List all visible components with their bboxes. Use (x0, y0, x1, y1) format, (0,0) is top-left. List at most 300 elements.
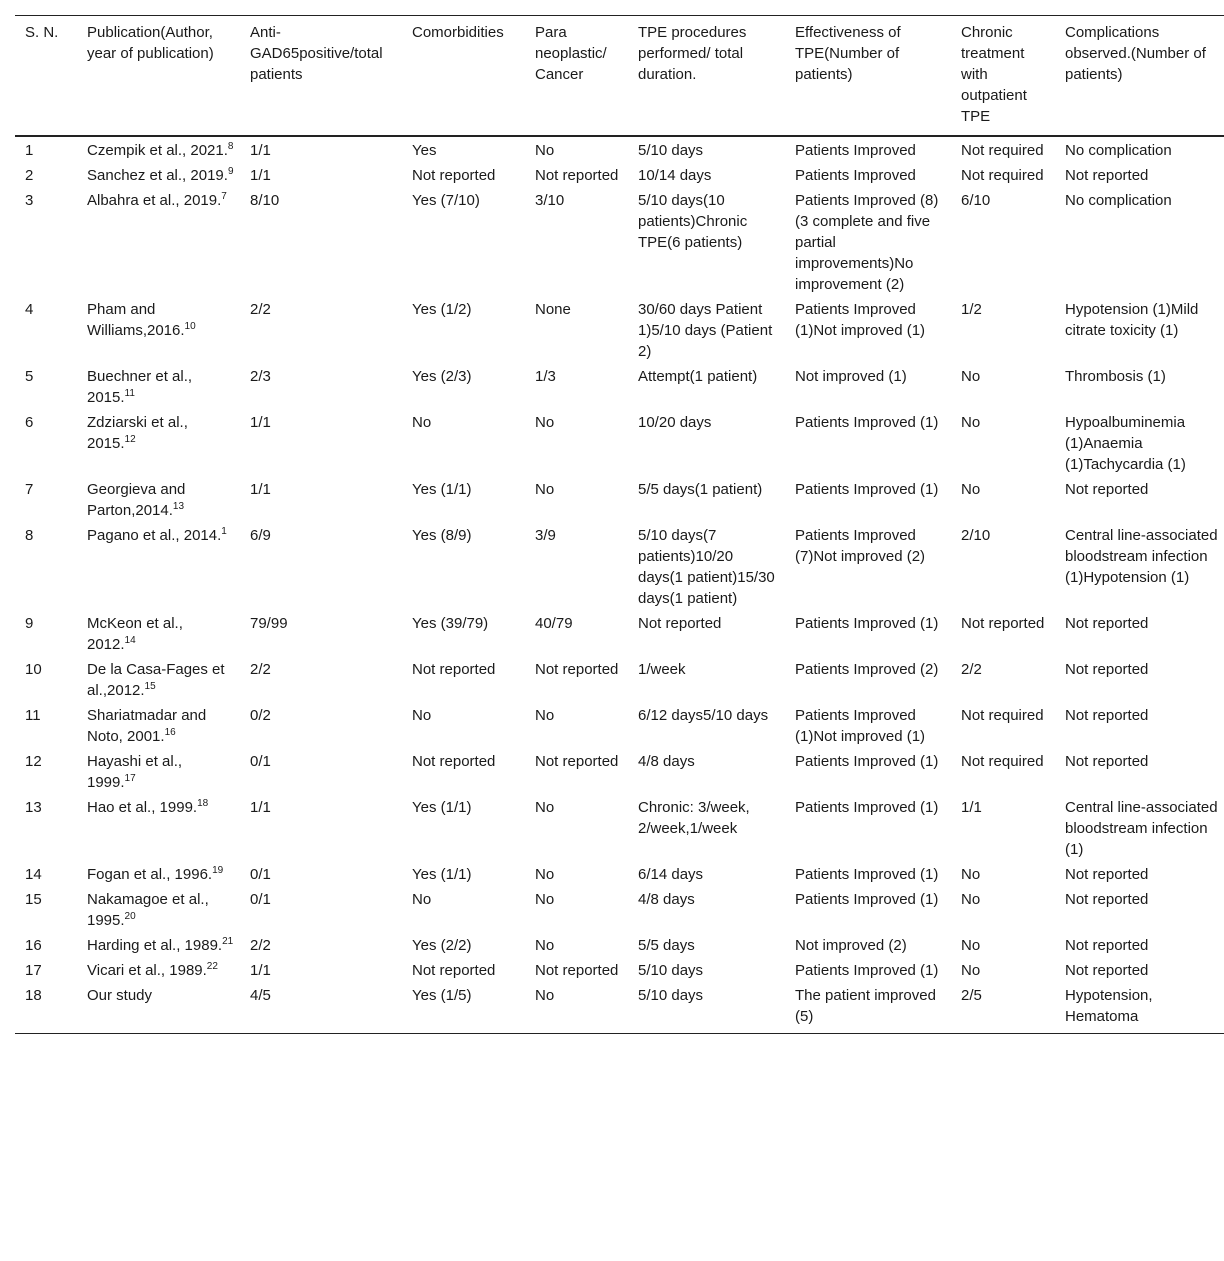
cell-sn (15, 163, 77, 188)
cell-tpe-procedures-text: 10/14 days (638, 167, 712, 184)
cell-comorbidities-text: Yes (412, 142, 437, 159)
cell-sn-text: 5 (25, 368, 34, 385)
cell-anti-gad65-text: 1/1 (250, 799, 271, 816)
tpe-studies-table (15, 15, 1224, 1034)
cell-anti-gad65-text: 79/99 (250, 615, 288, 632)
cell-chronic-treatment-text: No (961, 891, 981, 908)
table-row (15, 364, 1224, 410)
cell-paraneoplastic (525, 611, 628, 657)
cell-tpe-procedures (628, 410, 785, 477)
cell-complications (1055, 749, 1224, 795)
cell-anti-gad65-text: 0/1 (250, 753, 271, 770)
cell-anti-gad65 (240, 297, 402, 364)
reference-superscript: 7 (221, 191, 227, 202)
cell-complications-text: Not reported (1065, 167, 1149, 184)
cell-complications-text: Hypotension, Hematoma (1065, 987, 1153, 1025)
cell-paraneoplastic (525, 297, 628, 364)
cell-publication (77, 795, 240, 862)
cell-sn-text: 9 (25, 615, 34, 632)
cell-effectiveness (785, 795, 951, 862)
cell-paraneoplastic (525, 657, 628, 703)
cell-tpe-procedures (628, 933, 785, 958)
cell-complications (1055, 188, 1224, 297)
cell-sn (15, 136, 77, 163)
cell-effectiveness (785, 163, 951, 188)
cell-paraneoplastic (525, 749, 628, 795)
header-tpe-procedures: TPE procedures performed/ total duration. (628, 16, 785, 137)
cell-publication (77, 477, 240, 523)
table-row (15, 933, 1224, 958)
cell-anti-gad65 (240, 611, 402, 657)
reference-superscript: 19 (212, 865, 224, 876)
cell-sn-text: 16 (25, 937, 42, 954)
cell-publication-text: Shariatmadar and Noto, 2001. (87, 707, 207, 745)
cell-chronic-treatment (951, 795, 1055, 862)
cell-effectiveness-text: Patients Improved (1) (795, 891, 939, 908)
cell-publication (77, 297, 240, 364)
cell-publication-text: Hao et al., 1999. (87, 799, 198, 816)
cell-sn-text: 17 (25, 962, 42, 979)
cell-anti-gad65-text: 1/1 (250, 414, 271, 431)
reference-superscript: 9 (227, 166, 234, 177)
cell-publication-text: Georgieva and Parton,2014. (87, 481, 186, 519)
cell-chronic-treatment (951, 657, 1055, 703)
cell-effectiveness-text: Patients Improved (7)Not improved (2) (795, 527, 926, 565)
cell-complications (1055, 703, 1224, 749)
cell-chronic-treatment-text: No (961, 414, 981, 431)
cell-paraneoplastic-text: 3/10 (535, 192, 565, 209)
cell-publication-text: McKeon et al., 2012. (87, 615, 183, 653)
cell-paraneoplastic-text: No (535, 987, 555, 1004)
cell-anti-gad65-text: 2/2 (250, 661, 271, 678)
table-row (15, 477, 1224, 523)
cell-publication-text: Sanchez et al., 2019. (87, 167, 228, 184)
cell-complications (1055, 364, 1224, 410)
table-row (15, 136, 1224, 163)
cell-anti-gad65 (240, 703, 402, 749)
cell-effectiveness (785, 703, 951, 749)
cell-sn (15, 523, 77, 611)
cell-effectiveness (785, 523, 951, 611)
cell-tpe-procedures (628, 958, 785, 983)
cell-effectiveness (785, 983, 951, 1034)
cell-effectiveness (785, 958, 951, 983)
cell-anti-gad65 (240, 523, 402, 611)
cell-tpe-procedures-text: 4/8 days (638, 753, 695, 770)
cell-chronic-treatment (951, 523, 1055, 611)
cell-tpe-procedures (628, 188, 785, 297)
cell-anti-gad65 (240, 862, 402, 887)
cell-publication (77, 887, 240, 933)
cell-anti-gad65 (240, 364, 402, 410)
cell-chronic-treatment-text: 2/10 (961, 527, 991, 544)
cell-chronic-treatment (951, 410, 1055, 477)
cell-effectiveness-text: Patients Improved (1)Not improved (1) (795, 301, 926, 339)
cell-anti-gad65-text: 2/2 (250, 301, 271, 318)
cell-anti-gad65-text: 1/1 (250, 962, 271, 979)
cell-effectiveness-text: Patients Improved (1)Not improved (1) (795, 707, 926, 745)
cell-comorbidities (402, 749, 525, 795)
cell-sn (15, 795, 77, 862)
cell-sn (15, 297, 77, 364)
cell-publication-text: Hayashi et al., 1999. (87, 753, 183, 791)
cell-tpe-procedures (628, 477, 785, 523)
cell-anti-gad65-text: 0/1 (250, 891, 271, 908)
cell-tpe-procedures (628, 795, 785, 862)
cell-chronic-treatment-text: Not required (961, 142, 1044, 159)
table-row (15, 703, 1224, 749)
cell-chronic-treatment (951, 958, 1055, 983)
cell-sn (15, 958, 77, 983)
header-sn: S. N. (15, 16, 77, 137)
reference-superscript: 12 (124, 434, 136, 445)
cell-paraneoplastic-text: No (535, 414, 555, 431)
cell-effectiveness-text: Patients Improved (8)(3 complete and five partial improvements)No improvement (2) (795, 192, 939, 293)
cell-paraneoplastic-text: 1/3 (535, 368, 556, 385)
cell-complications-text: Central line-associated bloodstream infection (1) (1065, 799, 1218, 858)
cell-comorbidities (402, 410, 525, 477)
cell-tpe-procedures-text: 30/60 days Patient 1)5/10 days (Patient 2) (638, 301, 773, 360)
cell-effectiveness (785, 611, 951, 657)
cell-paraneoplastic (525, 887, 628, 933)
header-anti-gad65: Anti-GAD65positive/total patients (240, 16, 402, 137)
cell-sn-text: 8 (25, 527, 34, 544)
cell-chronic-treatment (951, 862, 1055, 887)
reference-superscript: 16 (164, 727, 176, 738)
cell-complications (1055, 136, 1224, 163)
reference-superscript: 20 (124, 911, 136, 922)
cell-sn-text: 10 (25, 661, 42, 678)
cell-comorbidities-text: Yes (2/2) (412, 937, 472, 954)
cell-anti-gad65 (240, 163, 402, 188)
table-row (15, 749, 1224, 795)
cell-effectiveness (785, 136, 951, 163)
cell-paraneoplastic-text: No (535, 707, 555, 724)
cell-anti-gad65-text: 4/5 (250, 987, 271, 1004)
cell-chronic-treatment (951, 703, 1055, 749)
cell-publication (77, 364, 240, 410)
cell-chronic-treatment (951, 297, 1055, 364)
cell-comorbidities (402, 364, 525, 410)
cell-tpe-procedures (628, 611, 785, 657)
cell-complications-text: No complication (1065, 142, 1172, 159)
header-chronic-treatment: Chronic treatment with outpatient TPE (951, 16, 1055, 137)
cell-paraneoplastic-text: No (535, 799, 555, 816)
cell-sn-text: 11 (25, 707, 41, 724)
cell-complications (1055, 297, 1224, 364)
cell-tpe-procedures-text: 5/10 days (638, 142, 704, 159)
cell-sn (15, 188, 77, 297)
cell-paraneoplastic-text: 40/79 (535, 615, 573, 632)
reference-superscript: 21 (222, 936, 234, 947)
cell-effectiveness-text: Patients Improved (1) (795, 481, 939, 498)
table-row (15, 297, 1224, 364)
cell-chronic-treatment (951, 933, 1055, 958)
cell-sn-text: 15 (25, 891, 42, 908)
cell-anti-gad65 (240, 958, 402, 983)
cell-comorbidities-text: Yes (7/10) (412, 192, 480, 209)
cell-paraneoplastic-text: Not reported (535, 661, 619, 678)
header-complications: Complications observed.(Number of patients) (1055, 16, 1224, 137)
cell-paraneoplastic (525, 188, 628, 297)
cell-publication (77, 749, 240, 795)
table-container (15, 15, 1224, 1034)
table-row (15, 523, 1224, 611)
reference-superscript: 15 (144, 681, 156, 692)
cell-paraneoplastic (525, 477, 628, 523)
cell-complications (1055, 795, 1224, 862)
cell-paraneoplastic-text: No (535, 866, 555, 883)
cell-tpe-procedures-text: 5/10 days(10 patients)Chronic TPE(6 patients) (638, 192, 748, 251)
cell-chronic-treatment-text: 2/5 (961, 987, 982, 1004)
cell-publication-text: Pagano et al., 2014. (87, 527, 222, 544)
cell-chronic-treatment-text: Not required (961, 167, 1044, 184)
cell-complications (1055, 523, 1224, 611)
reference-superscript: 11 (124, 388, 135, 399)
cell-anti-gad65-text: 8/10 (250, 192, 280, 209)
cell-publication (77, 163, 240, 188)
cell-effectiveness (785, 862, 951, 887)
cell-effectiveness (785, 749, 951, 795)
cell-tpe-procedures-text: 6/12 days5/10 days (638, 707, 769, 724)
cell-effectiveness-text: Patients Improved (1) (795, 753, 939, 770)
cell-paraneoplastic (525, 958, 628, 983)
cell-effectiveness (785, 364, 951, 410)
cell-sn (15, 657, 77, 703)
cell-anti-gad65 (240, 136, 402, 163)
cell-complications-text: Thrombosis (1) (1065, 368, 1166, 385)
cell-anti-gad65-text: 6/9 (250, 527, 271, 544)
cell-comorbidities-text: Yes (1/5) (412, 987, 472, 1004)
cell-tpe-procedures (628, 749, 785, 795)
cell-comorbidities-text: Yes (1/1) (412, 481, 472, 498)
cell-sn (15, 983, 77, 1034)
cell-anti-gad65 (240, 410, 402, 477)
cell-paraneoplastic-text: 3/9 (535, 527, 556, 544)
cell-publication-text: Fogan et al., 1996. (87, 866, 213, 883)
reference-superscript: 10 (184, 321, 196, 332)
cell-complications (1055, 410, 1224, 477)
cell-chronic-treatment (951, 364, 1055, 410)
cell-publication (77, 862, 240, 887)
cell-tpe-procedures-text: Chronic: 3/week, 2/week,1/week (638, 799, 750, 837)
cell-complications (1055, 958, 1224, 983)
cell-comorbidities (402, 163, 525, 188)
cell-sn (15, 862, 77, 887)
table-body (15, 136, 1224, 1034)
cell-complications-text: No complication (1065, 192, 1172, 209)
cell-tpe-procedures (628, 983, 785, 1034)
cell-publication-text: Harding et al., 1989. (87, 937, 223, 954)
cell-publication (77, 983, 240, 1034)
cell-complications-text: Central line-associated bloodstream infection (1)Hypotension (1) (1065, 527, 1218, 586)
cell-chronic-treatment-text: No (961, 368, 981, 385)
cell-paraneoplastic (525, 136, 628, 163)
cell-comorbidities-text: Not reported (412, 753, 496, 770)
cell-effectiveness (785, 887, 951, 933)
cell-paraneoplastic-text: No (535, 481, 555, 498)
cell-publication (77, 933, 240, 958)
reference-superscript: 17 (124, 773, 136, 784)
cell-tpe-procedures (628, 703, 785, 749)
cell-comorbidities (402, 611, 525, 657)
cell-paraneoplastic (525, 795, 628, 862)
cell-sn-text: 3 (25, 192, 34, 209)
cell-sn-text: 14 (25, 866, 42, 883)
cell-effectiveness-text: Not improved (2) (795, 937, 907, 954)
cell-comorbidities (402, 862, 525, 887)
cell-complications-text: Not reported (1065, 937, 1149, 954)
cell-tpe-procedures-text: 5/5 days(1 patient) (638, 481, 763, 498)
cell-chronic-treatment-text: No (961, 481, 981, 498)
cell-paraneoplastic (525, 703, 628, 749)
cell-publication (77, 136, 240, 163)
cell-chronic-treatment-text: 1/1 (961, 799, 982, 816)
cell-tpe-procedures (628, 163, 785, 188)
reference-superscript: 13 (172, 501, 185, 512)
cell-chronic-treatment-text: 6/10 (961, 192, 991, 209)
cell-sn (15, 887, 77, 933)
cell-tpe-procedures-text: 5/10 days(7 patients)10/20 days(1 patient)15/30 days(1 patient) (638, 527, 775, 607)
cell-sn (15, 611, 77, 657)
cell-chronic-treatment-text: No (961, 962, 981, 979)
cell-anti-gad65-text: 1/1 (250, 142, 271, 159)
reference-superscript: 18 (197, 798, 209, 809)
cell-anti-gad65 (240, 657, 402, 703)
cell-comorbidities (402, 933, 525, 958)
cell-tpe-procedures-text: 5/5 days (638, 937, 695, 954)
cell-comorbidities (402, 703, 525, 749)
cell-effectiveness (785, 410, 951, 477)
cell-tpe-procedures-text: Not reported (638, 615, 722, 632)
cell-effectiveness-text: Patients Improved (1) (795, 799, 939, 816)
cell-complications-text: Hypoalbuminemia (1)Anaemia (1)Tachycardia (1) (1065, 414, 1186, 473)
cell-chronic-treatment (951, 136, 1055, 163)
cell-comorbidities-text: Yes (8/9) (412, 527, 472, 544)
cell-chronic-treatment (951, 749, 1055, 795)
cell-complications-text: Hypotension (1)Mild citrate toxicity (1) (1065, 301, 1199, 339)
cell-comorbidities-text: No (412, 707, 432, 724)
cell-paraneoplastic (525, 523, 628, 611)
cell-sn-text: 12 (25, 753, 42, 770)
cell-chronic-treatment (951, 163, 1055, 188)
cell-chronic-treatment (951, 188, 1055, 297)
cell-paraneoplastic-text: None (535, 301, 571, 318)
cell-paraneoplastic (525, 933, 628, 958)
cell-comorbidities (402, 188, 525, 297)
cell-complications (1055, 477, 1224, 523)
cell-publication (77, 611, 240, 657)
cell-complications-text: Not reported (1065, 615, 1149, 632)
cell-comorbidities (402, 795, 525, 862)
cell-effectiveness-text: Not improved (1) (795, 368, 907, 385)
cell-tpe-procedures (628, 862, 785, 887)
cell-anti-gad65 (240, 749, 402, 795)
cell-tpe-procedures (628, 297, 785, 364)
cell-comorbidities-text: No (412, 891, 432, 908)
cell-comorbidities-text: Yes (1/2) (412, 301, 472, 318)
cell-sn (15, 749, 77, 795)
cell-chronic-treatment-text: Not reported (961, 615, 1045, 632)
cell-anti-gad65-text: 2/3 (250, 368, 271, 385)
cell-anti-gad65-text: 1/1 (250, 481, 271, 498)
cell-publication (77, 703, 240, 749)
reference-superscript: 14 (124, 635, 136, 646)
cell-comorbidities-text: Not reported (412, 962, 496, 979)
header-effectiveness: Effectiveness of TPE(Number of patients) (785, 16, 951, 137)
reference-superscript: 22 (206, 961, 218, 972)
cell-effectiveness-text: Patients Improved (1) (795, 962, 939, 979)
cell-complications (1055, 887, 1224, 933)
cell-effectiveness (785, 188, 951, 297)
cell-publication (77, 958, 240, 983)
cell-comorbidities-text: No (412, 414, 432, 431)
header-paraneoplastic: Para neoplastic/ Cancer (525, 16, 628, 137)
cell-complications (1055, 862, 1224, 887)
cell-anti-gad65-text: 0/2 (250, 707, 271, 724)
cell-tpe-procedures (628, 887, 785, 933)
cell-effectiveness-text: Patients Improved (795, 142, 916, 159)
table-row (15, 958, 1224, 983)
reference-superscript: 1 (221, 526, 227, 537)
cell-anti-gad65 (240, 983, 402, 1034)
cell-comorbidities-text: Not reported (412, 661, 496, 678)
cell-publication (77, 410, 240, 477)
cell-comorbidities-text: Yes (1/1) (412, 866, 472, 883)
cell-tpe-procedures-text: 1/week (638, 661, 686, 678)
cell-sn (15, 410, 77, 477)
cell-comorbidities-text: Yes (39/79) (412, 615, 489, 632)
cell-sn-text: 4 (25, 301, 34, 318)
cell-chronic-treatment-text: Not required (961, 753, 1044, 770)
table-row (15, 188, 1224, 297)
cell-tpe-procedures-text: 5/10 days (638, 962, 704, 979)
cell-comorbidities (402, 958, 525, 983)
cell-sn-text: 7 (25, 481, 34, 498)
cell-publication-text: Vicari et al., 1989. (87, 962, 207, 979)
cell-complications-text: Not reported (1065, 891, 1149, 908)
cell-chronic-treatment (951, 887, 1055, 933)
cell-anti-gad65-text: 2/2 (250, 937, 271, 954)
cell-effectiveness (785, 297, 951, 364)
cell-comorbidities-text: Yes (1/1) (412, 799, 472, 816)
cell-publication-text: Nakamagoe et al., 1995. (87, 891, 209, 929)
cell-effectiveness (785, 657, 951, 703)
cell-publication (77, 523, 240, 611)
header-row (15, 16, 1224, 137)
table-row (15, 410, 1224, 477)
cell-publication-text: Zdziarski et al., 2015. (87, 414, 188, 452)
cell-chronic-treatment-text: 1/2 (961, 301, 982, 318)
cell-publication-text: Pham and Williams,2016. (87, 301, 185, 339)
cell-sn (15, 933, 77, 958)
cell-tpe-procedures (628, 136, 785, 163)
cell-paraneoplastic (525, 410, 628, 477)
cell-complications (1055, 983, 1224, 1034)
cell-sn-text: 13 (25, 799, 42, 816)
cell-complications (1055, 611, 1224, 657)
cell-tpe-procedures (628, 657, 785, 703)
cell-comorbidities-text: Yes (2/3) (412, 368, 472, 385)
cell-paraneoplastic-text: No (535, 891, 555, 908)
cell-complications (1055, 163, 1224, 188)
cell-complications (1055, 933, 1224, 958)
cell-complications (1055, 657, 1224, 703)
cell-publication-text: De la Casa-Fages et al.,2012. (87, 661, 225, 699)
table-row (15, 983, 1224, 1034)
cell-comorbidities (402, 477, 525, 523)
cell-publication (77, 657, 240, 703)
